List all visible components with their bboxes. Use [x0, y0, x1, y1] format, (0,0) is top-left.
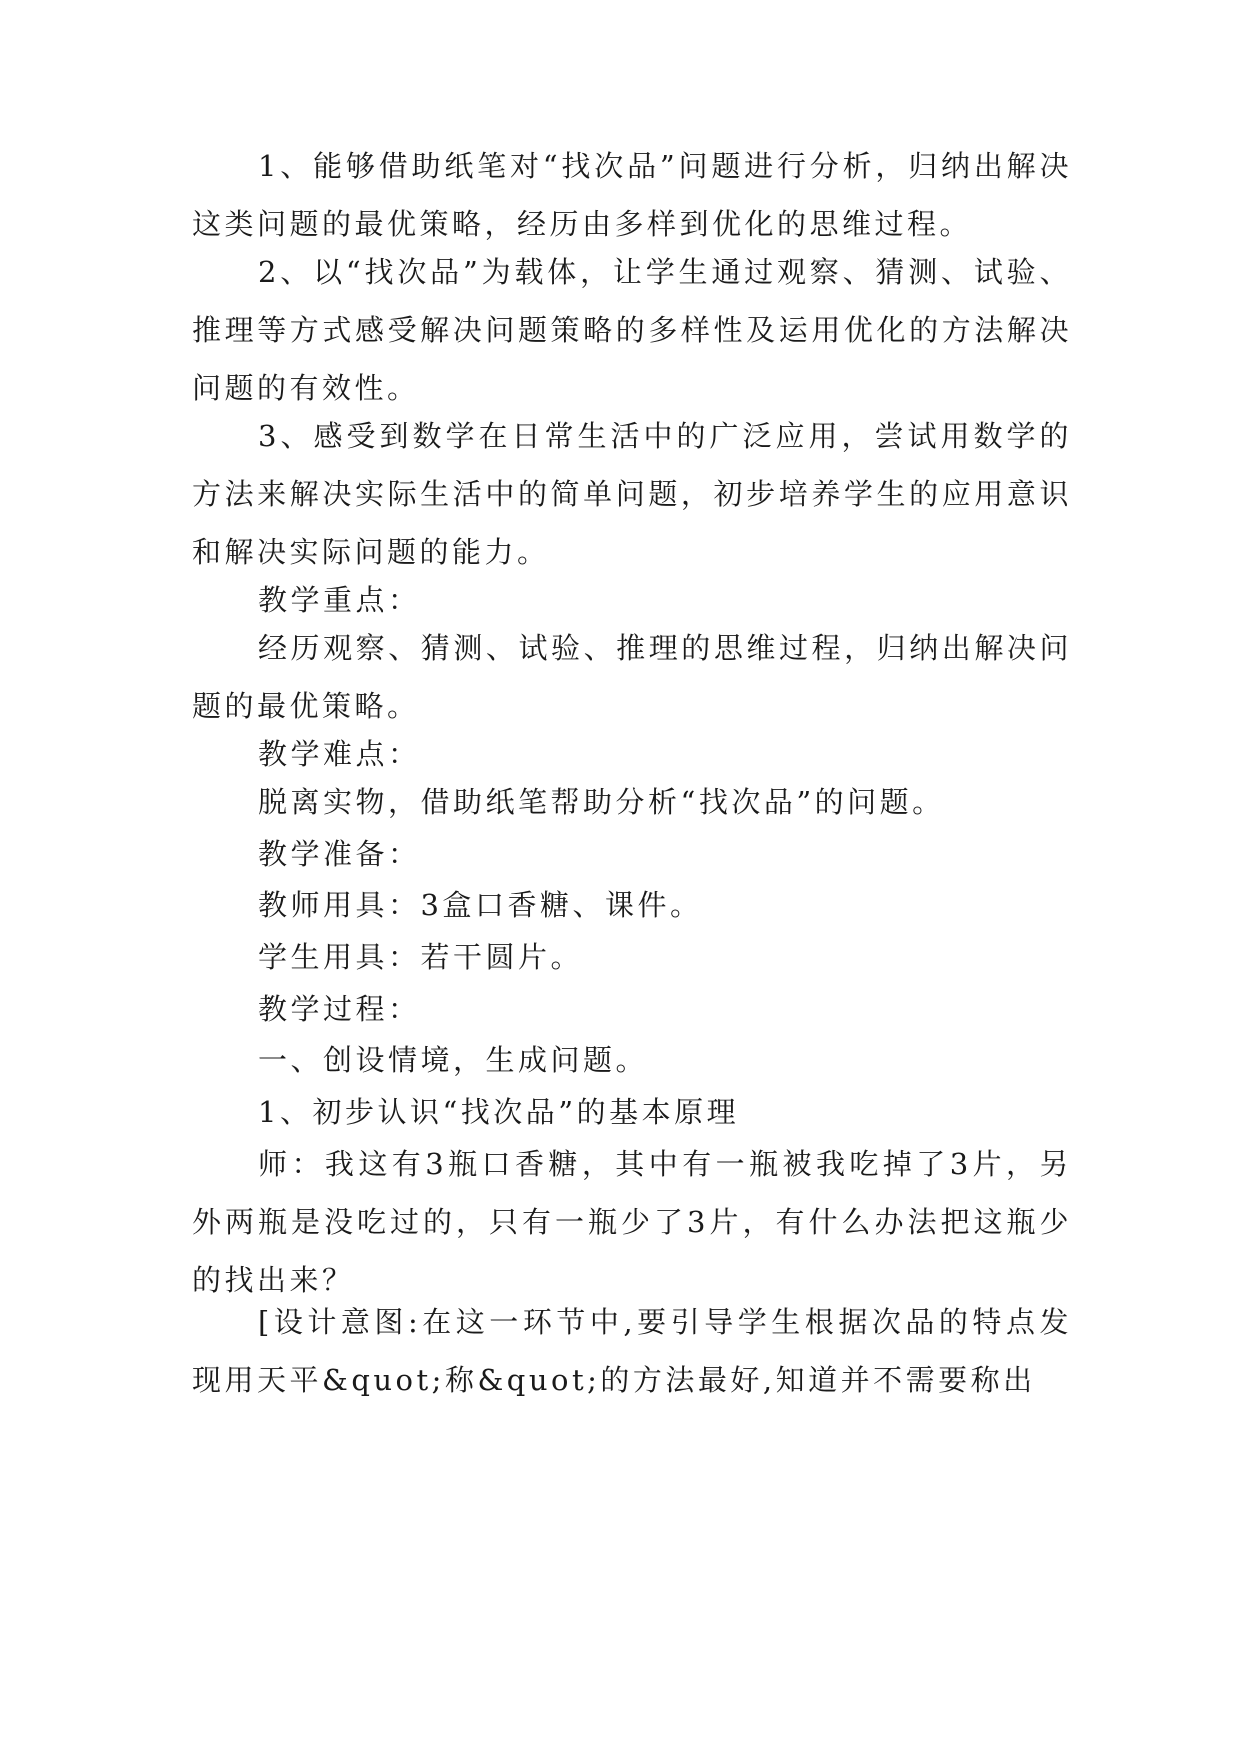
student-materials-text: 学生用具：若干圆片。 [258, 940, 584, 974]
objective-1-paragraph: 1、能够借助纸笔对“找次品”问题进行分析，归纳出解决这类问题的最优策略，经历由多样到优化的思维过程。 [192, 149, 1072, 241]
teacher-materials-text: 教师用具：3盒口香糖、课件。 [258, 888, 703, 922]
teaching-focus-text: 经历观察、猜测、试验、推理的思维过程，归纳出解决问题的最优策略。 [192, 631, 1072, 723]
design-intent-paragraph: [设计意图:在这一环节中,要引导学生根据次品的特点发现用天平&quot;称&quot;的方法最好,知道并不需要称出 [192, 1305, 1072, 1397]
objective-2-paragraph: 2、以“找次品”为载体，让学生通过观察、猜测、试验、推理等方式感受解决问题策略的多样性及运用优化的方法解决问题的有效性。 [192, 255, 1072, 405]
teacher-dialogue-paragraph: 师：我这有3瓶口香糖，其中有一瓶被我吃掉了3片，另外两瓶是没吃过的，只有一瓶少了3片，有什么办法把这瓶少的找出来？ [192, 1147, 1072, 1297]
teaching-preparation-heading: 教学准备： [258, 837, 421, 871]
teaching-difficulty-text: 脱离实物，借助纸笔帮助分析“找次品”的问题。 [258, 785, 945, 819]
teaching-difficulty-heading: 教学难点： [258, 737, 421, 771]
subsection-one-heading: 1、初步认识“找次品”的基本原理 [258, 1095, 740, 1129]
objective-3-paragraph: 3、感受到数学在日常生活中的广泛应用，尝试用数学的方法来解决实际生活中的简单问题，初步培养学生的应用意识和解决实际问题的能力。 [192, 419, 1072, 569]
teaching-focus-heading: 教学重点： [258, 583, 421, 617]
section-one-heading: 一、创设情境，生成问题。 [258, 1043, 649, 1077]
teaching-process-heading: 教学过程： [258, 992, 421, 1026]
